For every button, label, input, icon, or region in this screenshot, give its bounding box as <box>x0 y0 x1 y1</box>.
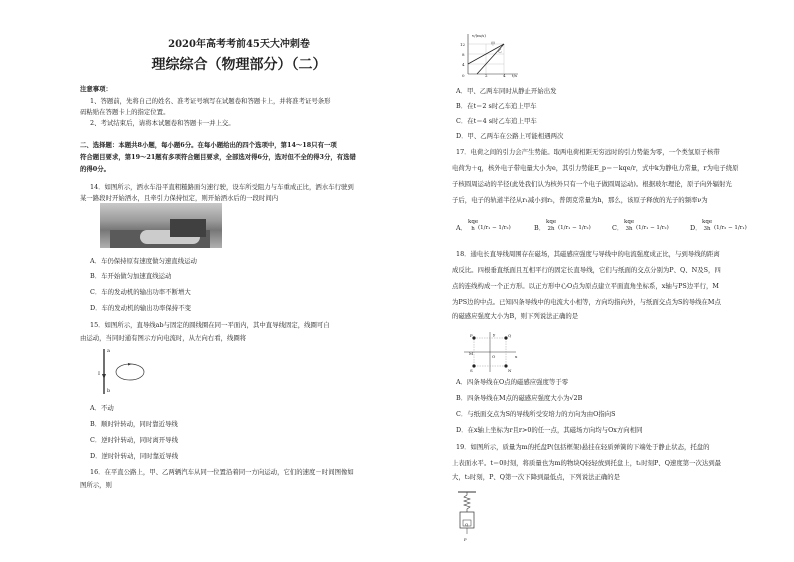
label-O: O <box>492 354 496 359</box>
label-N: N <box>508 368 512 373</box>
q17-formula-d-paren: (1/r₂ − 1/r₁) <box>714 225 747 231</box>
q17-line-2: 电荷为＋q，核外电子带电量大小为e，其引力势能E_p＝－kqe/r，式中k为静电力常量，r为电子绕原 <box>452 164 739 172</box>
q17-formula-c-paren: (1/r₁ − 1/r₂) <box>636 225 669 231</box>
label-tray-P: P <box>464 537 467 542</box>
q15-line-1: 15．如图所示，直导线ab与固定的圆线圈在同一平面内，其中直导线固定，线圈可自 <box>90 321 330 329</box>
q17-formula-b-paren: (1/r₁ − 1/r₂) <box>558 225 591 231</box>
q18-line-4: 为PS边的中点。已知四条导线中的电流大小相等，方向均指向外，与纸面交点为S的导线在M点 <box>452 298 721 306</box>
q17-option-b: B． <box>534 224 546 232</box>
q16-option-c: C．在t＝4 s时乙车追上甲车 <box>456 117 537 125</box>
q17-formula-d: kqe 3h <box>702 219 713 232</box>
q17-option-a: A． <box>456 224 468 232</box>
q17-line-4: 子后，电子的轨道半径从r₁减小到r₂，普朗克常量为h，那么，该原子释放的光子的频率ν为 <box>452 196 708 204</box>
q16-option-a: A．甲、乙两车同时从静止开始出发 <box>456 87 557 95</box>
q17-line-3: 子核圆周运动的半径(此处我们认为核外只有一个电子做圆周运动)。根据玻尔理论，原子向外辐射光 <box>452 180 732 188</box>
label-x: x <box>515 354 518 359</box>
q17-line-1: 17．电荷之间的引力会产生势能。取两电荷相距无穷远时的引力势能为零，一个类氢原子核带 <box>456 148 720 156</box>
label-P: P <box>470 333 473 338</box>
q14-line-2: 某一路段时开始洒水，且牵引力保持恒定，则开始洒水后的一段时间内 <box>80 194 279 202</box>
graph-label-yi: 乙 <box>498 48 502 53</box>
q16-line-2: 图所示，则 <box>80 481 112 489</box>
q14-option-a: A．车仍保持原有速度做匀速直线运动 <box>90 257 197 265</box>
exam-title: 2020年高考考前45天大冲刺卷 <box>168 39 310 50</box>
label-Q: Q <box>508 333 512 338</box>
graph-tick-x4: 4 <box>503 73 506 78</box>
label-b: b <box>107 388 111 394</box>
q17-formula-c: kqe 3h <box>624 219 635 232</box>
graph-tick-x2: 2 <box>485 73 488 78</box>
q15-option-a: A．不动 <box>90 404 114 412</box>
q19-line-3: 大，t₂时刻，P、Q第一次下降到最低点，下列说法正确的是 <box>452 473 621 481</box>
graph-tick-4: 4 <box>462 62 465 67</box>
q17-formula-a: kqe h <box>468 219 479 232</box>
graph-x-label: t/s <box>512 73 518 78</box>
q14-option-b: B．车开始做匀加速直线运动 <box>90 272 172 280</box>
graph-origin: 0 <box>462 73 465 78</box>
q16-line-1: 16．在平直公路上，甲、乙两辆汽车从同一位置沿着同一方向运动，它们的速度－时间图像如 <box>90 468 354 476</box>
q16-option-b: B．在t＝2 s时乙车追上甲车 <box>456 102 537 110</box>
notice-item-2: 2、考试结束后，请将本试题卷和答题卡一并上交。 <box>90 119 235 127</box>
section-line-1: 二、选择题：本题共8小题，每小题6分。在每小题给出的四个选项中，第14～18只有一项 <box>80 141 337 149</box>
notice-item-1a: 1、答题前，先将自己的姓名、准考证号填写在试题卷和答题卡上，并将准考证号条形 <box>90 97 331 105</box>
label-current: I <box>98 371 100 377</box>
q18-line-2: 成反比。四根垂直纸面且互相平行的固定长直导线，它们与纸面的交点分别为P、Q、N及S，四 <box>452 266 721 274</box>
right-column <box>452 0 782 562</box>
notice-item-1b: 码粘贴在答题卡上的指定位置。 <box>80 108 170 116</box>
q17-formula-b: kqe 2h <box>546 219 557 232</box>
label-a: a <box>107 348 110 354</box>
graph-tick-8: 8 <box>462 52 465 57</box>
notice-heading: 注意事项： <box>80 85 112 93</box>
exam-subtitle: 理综综合（物理部分）（二） <box>151 57 327 73</box>
q14-option-d: D．车的发动机的输出功率保持不变 <box>90 304 191 312</box>
q16-option-d: D．甲、乙两车在公路上可能相遇两次 <box>456 132 564 140</box>
q19-line-2: 上表面水平。t＝0时刻，将质量也为m的物块Q轻轻放到托盘上，t₁时刻P、Q速度第一次达到最 <box>452 459 722 467</box>
q18-option-c: C．与纸面交点为S的导线所受安培力的方向为由O指向S <box>456 410 616 418</box>
label-S: S <box>470 368 473 373</box>
q18-option-b: B．四条导线在M点的磁感应强度大小为√2B <box>456 394 583 402</box>
q18-line-1: 18．通电长直导线周围存在磁场，其磁感应强度与导线中的电流强度成正比，与到导线的距离 <box>456 250 720 258</box>
section-line-2: 符合题目要求，第19～21题有多项符合题目要求，全部选对得6分，选对但不全的得3分，有选错 <box>80 153 356 161</box>
graph-y-label: v/(m/s) <box>472 33 486 38</box>
q18-option-a: A．四条导线在O点的磁感应强度等于零 <box>456 378 569 386</box>
graph-tick-12: 12 <box>460 42 466 47</box>
spring-tray-diagram <box>452 490 482 538</box>
q18-option-d: D．在x轴上坐标为r且r>0的任一点，其磁场方向均与Ox方向相同 <box>456 426 643 434</box>
label-y: y <box>493 332 496 337</box>
q14-line-1: 14．如图所示，洒水车沿平直粗糙路面匀速行驶，设车所受阻力与车重成正比，洒水车行驶到 <box>90 183 354 191</box>
q15-line-2: 由运动，当同时通有图示方向电流时，从左向右看，线圈将 <box>80 334 247 342</box>
q15-option-d: D．逆时针转动，同时靠近导线 <box>90 452 179 460</box>
q17-option-d: D． <box>690 224 702 232</box>
q15-option-b: B．顺时针转动，同时靠近导线 <box>90 420 178 428</box>
q17-option-c: C． <box>612 224 624 232</box>
q19-line-1: 19．如图所示，质量为m的托盘P(包括框架)悬挂在轻质弹簧的下端处于静止状态，托盘的 <box>456 443 710 451</box>
section-line-3: 的得0分。 <box>80 165 111 173</box>
q15-option-c: C．逆时针转动，同时离开导线 <box>90 436 178 444</box>
sprinkler-truck-photo <box>100 203 222 248</box>
q14-option-c: C．车的发动机的输出功率不断增大 <box>90 288 191 296</box>
label-M: M <box>469 351 474 356</box>
q17-formula-a-paren: (1/r₁ − 1/r₂) <box>478 225 511 231</box>
label-tray-Q: Q <box>465 522 469 527</box>
q18-line-3: 点的连线构成一个正方形。以正方形中心O点为原点建立平面直角坐标系，x轴与PS边平行，M <box>452 282 719 290</box>
left-column <box>80 0 398 562</box>
q18-line-5: 的磁感应强度大小为B，则下列说法正确的是 <box>452 312 579 320</box>
graph-label-jia: 甲 <box>491 41 495 46</box>
